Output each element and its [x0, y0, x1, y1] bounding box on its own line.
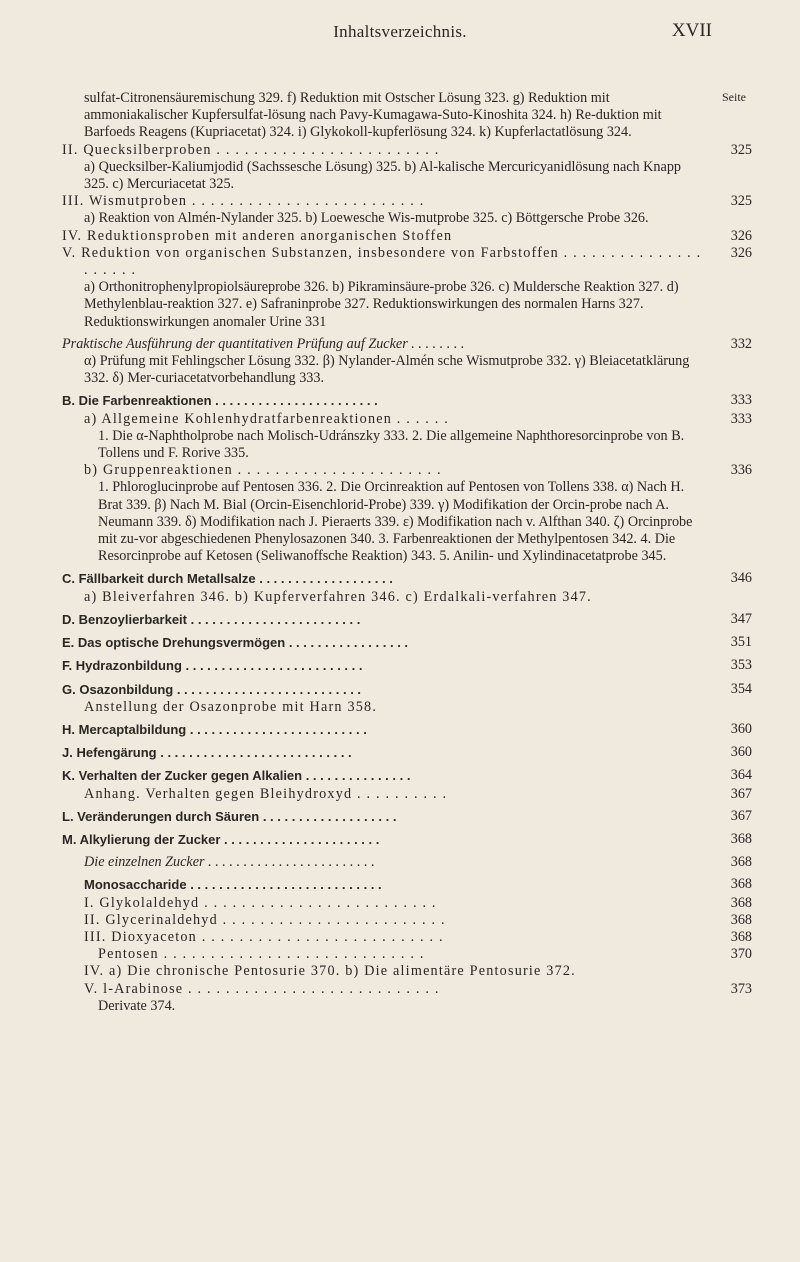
table-of-contents: [62, 90, 752, 1015]
entry-text: H. Mercaptalbildung . . . . . . . . . . . . . . . . . . . . . . . . .: [62, 721, 367, 737]
toc-entry: [62, 854, 752, 871]
entry-page: 347: [730, 610, 752, 627]
toc-entry: [62, 570, 752, 588]
toc-entry: [62, 336, 752, 353]
toc-entry: [62, 681, 752, 699]
toc-entry: [62, 895, 752, 912]
entry-text: B. Die Farbenreaktionen . . . . . . . . . . . . . . . . . . . . . . .: [62, 393, 378, 409]
toc-entry: [62, 946, 752, 963]
entry-page: 368: [730, 928, 752, 945]
entry-text: F. Hydrazonbildung . . . . . . . . . . . . . . . . . . . . . . . . .: [62, 658, 363, 674]
toc-entry: [62, 767, 752, 785]
toc-entry: [62, 193, 752, 210]
entry-page: 360: [730, 720, 752, 737]
toc-entry: [62, 699, 752, 716]
entry-text: M. Alkylierung der Zucker . . . . . . . . . . . . . . . . . . . . . .: [62, 831, 380, 847]
entry-page: 364: [730, 767, 752, 784]
entry-text: E. Das optische Drehungsvermögen . . . . . . . . . . . . . . . . .: [62, 635, 409, 651]
toc-entry: [62, 142, 752, 159]
entry-text: III. Dioxyaceton . . . . . . . . . . . . . . . . . . . . . . . . . .: [84, 928, 444, 945]
entry-page: 333: [730, 410, 752, 427]
entry-text: III. Wismutproben . . . . . . . . . . . . . . . . . . . . . . . . .: [62, 193, 425, 210]
entry-text: sulfat-Citronensäuremischung 329. f) Reduktion mit Ostscher Lösung 323. g) Reduktion mit ammoniakalischer Kupfersulfat-lösung nach Pavy-Kumagawa-Suto-Kinoshita 324. h) Re-duktion mit Barfoeds Reagens (Kupriacetat) 324. i) Glykokoll-kupferlösung 324. k) Kupferlactatlösung 324.: [84, 90, 662, 141]
toc-entry: [62, 721, 752, 739]
entry-page: 326: [730, 227, 752, 244]
entry-page: 354: [730, 680, 752, 697]
entry-page: 346: [730, 570, 752, 587]
entry-page: 368: [730, 894, 752, 911]
toc-entry: [62, 210, 752, 227]
toc-entry: [62, 589, 752, 606]
entry-page: 368: [730, 876, 752, 893]
toc-entry: [62, 657, 752, 675]
running-head-title: Inhaltsverzeichnis.: [333, 22, 467, 41]
entry-text: II. Glycerinaldehyd . . . . . . . . . . . . . . . . . . . . . . . .: [84, 911, 446, 928]
entry-text: IV. a) Die chronische Pentosurie 370. b) Die alimentäre Pentosurie 372.: [84, 963, 576, 980]
entry-text: Die einzelnen Zucker . . . . . . . . . . . . . . . . . . . . . . . .: [84, 854, 375, 871]
toc-entry: [62, 279, 752, 331]
toc-entry: [62, 998, 752, 1015]
entry-page: 367: [730, 785, 752, 802]
entry-text: a) Orthonitrophenylpropiolsäureprobe 326. b) Pikraminsäure-probe 326. c) Muldersche Reaktion 327. d) Methylenblau-reaktion 327. e) Safraninprobe 327. Reduktionswirkungen des normalen Harns 327. Reduktionswirkungen anomaler Urine 331: [84, 279, 679, 330]
entry-page: 336: [730, 462, 752, 479]
entry-text: Derivate 374.: [98, 997, 176, 1014]
entry-text: D. Benzoylierbarkeit . . . . . . . . . . . . . . . . . . . . . . . .: [62, 611, 361, 627]
toc-entry: [62, 428, 752, 462]
entry-text: I. Glykolaldehyd . . . . . . . . . . . . . . . . . . . . . . . . .: [84, 894, 437, 911]
entry-text: II. Quecksilberproben . . . . . . . . . . . . . . . . . . . . . . . .: [62, 141, 440, 158]
entry-page: 325: [730, 193, 752, 210]
entry-page: 325: [730, 141, 752, 158]
toc-entry: [62, 228, 752, 245]
toc-entry: [62, 90, 752, 142]
toc-entry: [62, 912, 752, 929]
page-number: XVII: [671, 20, 712, 41]
entry-text: α) Prüfung mit Fehlingscher Lösung 332. β) Nylander-Almén sche Wismutprobe 332. γ) Bleiacetatklärung 332. δ) Mer-curiacetatvorbehandlung 333.: [84, 353, 690, 387]
toc-entry: [62, 462, 752, 479]
entry-page: 351: [730, 634, 752, 651]
toc-entry: [62, 479, 752, 565]
toc-entry: [62, 808, 752, 826]
entry-text: a) Reaktion von Almén-Nylander 325. b) Loewesche Wis-mutprobe 325. c) Böttgersche Probe 326.: [84, 210, 649, 227]
toc-entry: [62, 744, 752, 762]
toc-entry: [62, 963, 752, 980]
entry-text: b) Gruppenreaktionen . . . . . . . . . . . . . . . . . . . . . .: [84, 462, 442, 479]
toc-entry: [62, 611, 752, 629]
entry-text: a) Bleiverfahren 346. b) Kupferverfahren 346. c) Erdalkali-verfahren 347.: [84, 588, 592, 605]
entry-text: 1. Phloroglucinprobe auf Pentosen 336. 2. Die Orcinreaktion auf Pentosen von Tollens 338. α) Nach H. Brat 339. β) Nach M. Bial (Orcin-Eisenchlorid-Probe) 339. γ) Modifikation der Orcin-probe nach A. Neumann 339. δ) Modifikation nach J. Pieraerts 339. ε) Modifikation nach v. Alfthan 340. ζ) Orcinprobe mit zu-vor abgeschiedenen Phenylosazonen 340. 3. Farbenreaktionen der Methylpentosen 342. 4. Die Resorcinprobe auf Ketosen (Seliwanoffsche Reaktion) 343. 5. Anilin- und Xylindinacetatprobe 345.: [98, 479, 693, 565]
entry-text: J. Hefengärung . . . . . . . . . . . . . . . . . . . . . . . . . . .: [62, 745, 352, 761]
toc-entry: [62, 831, 752, 849]
entry-text: G. Osazonbildung . . . . . . . . . . . . . . . . . . . . . . . . . .: [62, 681, 362, 697]
toc-entry: [62, 786, 752, 803]
entry-page: 373: [730, 980, 752, 997]
entry-page: 332: [730, 335, 752, 352]
entry-text: a) Quecksilber-Kaliumjodid (Sachssesche Lösung) 325. b) Al-kalische Mercuricyanidlösung nach Knapp 325. c) Mercuriacetat 325.: [84, 158, 682, 193]
entry-text: Anstellung der Osazonprobe mit Harn 358.: [84, 698, 378, 715]
entry-text: V. l-Arabinose . . . . . . . . . . . . . . . . . . . . . . . . . . .: [84, 980, 440, 997]
entry-page: 368: [730, 854, 752, 871]
toc-entry: [62, 353, 752, 387]
toc-entry: [62, 876, 752, 894]
toc-entry: [62, 981, 752, 998]
entry-page: 333: [730, 392, 752, 409]
toc-entry: [62, 634, 752, 652]
entry-text: a) Allgemeine Kohlenhydratfarbenreaktionen . . . . . .: [84, 410, 449, 427]
toc-entry: [62, 159, 752, 193]
entry-text: V. Reduktion von organischen Substanzen, insbesondere von Farbstoffen . . . . . . . . . . . . . . . . . . . . .: [62, 244, 702, 279]
entry-page: 353: [730, 657, 752, 674]
entry-page: 370: [730, 946, 752, 963]
entry-page: 368: [730, 911, 752, 928]
entry-text: C. Fällbarkeit durch Metallsalze . . . . . . . . . . . . . . . . . . .: [62, 571, 393, 587]
toc-entry: [62, 411, 752, 428]
toc-entry: [62, 245, 752, 279]
seite-label: Seite: [722, 90, 746, 104]
entry-text: Anhang. Verhalten gegen Bleihydroxyd . . . . . . . . . .: [84, 785, 448, 802]
entry-text: 1. Die α-Naphtholprobe nach Molisch-Udránszky 333. 2. Die allgemeine Naphthoresorcinprobe von B. Tollens und F. Rorive 335.: [98, 427, 685, 462]
entry-text: K. Verhalten der Zucker gegen Alkalien . . . . . . . . . . . . . . .: [62, 768, 411, 784]
entry-text: Pentosen . . . . . . . . . . . . . . . . . . . . . . . . . . . .: [98, 946, 425, 963]
entry-text: L. Veränderungen durch Säuren . . . . . . . . . . . . . . . . . . .: [62, 808, 397, 824]
entry-page: 360: [730, 744, 752, 761]
entry-page: 367: [730, 807, 752, 824]
entry-text: Praktische Ausführung der quantitativen Prüfung auf Zucker . . . . . . . .: [62, 335, 465, 352]
entry-text: Monosaccharide . . . . . . . . . . . . . . . . . . . . . . . . . . .: [84, 877, 382, 893]
entry-page: 326: [730, 244, 752, 261]
entry-text: IV. Reduktionsproben mit anderen anorganischen Stoffen: [62, 227, 453, 244]
entry-page: 368: [730, 830, 752, 847]
toc-entry: [62, 929, 752, 946]
toc-entry: [62, 392, 752, 410]
